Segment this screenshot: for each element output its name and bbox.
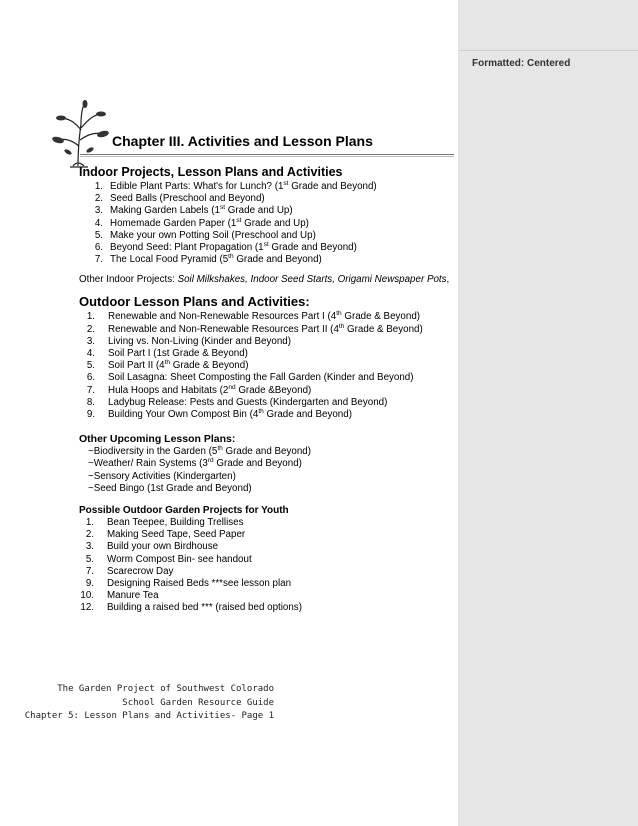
list-item	[79, 242, 457, 254]
list-text: Living vs. Non-Living (Kinder and Beyond)	[108, 335, 291, 347]
list-item	[79, 181, 457, 193]
list-item	[79, 372, 457, 384]
list-text: Making Garden Labels (1st Grade and Up)	[110, 204, 293, 217]
list-number: 7.	[85, 565, 94, 577]
list-number: 4.	[86, 348, 95, 360]
footer-line: Chapter 5: Lesson Plans and Activities- Page 1	[24, 711, 274, 721]
list-number: 1.	[94, 181, 103, 192]
list-item: ~Sensory Activities (Kindergarten)	[88, 470, 236, 482]
list-item	[79, 590, 457, 602]
list-item: ~Weather/ Rain Systems (3rd Grade and Beyond)	[88, 457, 302, 470]
list-text: Make your own Potting Soil (Preschool and Up)	[110, 229, 316, 241]
list-item	[79, 193, 457, 205]
list-text: The Local Food Pyramid (5th Grade and Beyond)	[110, 253, 322, 266]
list-number: 1.	[85, 517, 94, 529]
list-number: 1.	[86, 311, 95, 323]
list-item	[79, 360, 457, 372]
list-number: 9.	[85, 578, 94, 590]
list-text: Building Your Own Compost Bin (4th Grade and Beyond)	[108, 408, 352, 421]
comment-balloon-label: Formatted: Centered	[472, 58, 571, 69]
list-number: 3.	[86, 335, 95, 347]
page-footer	[25, 683, 274, 724]
list-number: 4.	[94, 217, 103, 229]
list-item	[79, 218, 457, 230]
footer-line: School Garden Resource Guide	[122, 697, 274, 708]
list-text: Building a raised bed *** (raised bed options)	[107, 602, 302, 614]
list-text: Making Seed Tape, Seed Paper	[107, 529, 246, 541]
list-item	[79, 205, 457, 217]
list-item	[79, 397, 457, 409]
chapter-title: Chapter III. Activities and Lesson Plans	[112, 133, 373, 149]
comment-connector	[458, 50, 638, 51]
list-item	[79, 566, 457, 578]
list-item	[79, 336, 457, 348]
list-item	[79, 311, 457, 323]
list-number: 6.	[94, 242, 103, 254]
list-text: Worm Compost Bin- see handout	[107, 553, 252, 565]
list-number: 2.	[94, 193, 103, 205]
list-number: 10.	[80, 590, 94, 602]
comment-margin-pane	[458, 0, 638, 826]
list-number: 5.	[86, 360, 95, 372]
outdoor-list	[79, 311, 457, 421]
list-item	[79, 602, 457, 614]
list-text: Soil Part I (1st Grade & Beyond)	[108, 348, 248, 360]
list-number: 2.	[85, 529, 94, 541]
list-text: Bean Teepee, Building Trellises	[107, 517, 244, 529]
upcoming-list	[79, 446, 457, 495]
list-text: Manure Tea	[107, 590, 159, 602]
list-item: ~Biodiversity in the Garden (5th Grade and Beyond)	[88, 445, 311, 458]
list-item	[79, 517, 457, 529]
list-item	[79, 529, 457, 541]
list-number: 7.	[94, 254, 103, 266]
list-text: Seed Balls (Preschool and Beyond)	[110, 193, 265, 205]
list-text: Build your own Birdhouse	[107, 541, 219, 553]
list-text: Soil Part II (4th Grade & Beyond)	[108, 359, 249, 372]
list-text: Soil Lasagna: Sheet Composting the Fall Garden (Kinder and Beyond)	[108, 372, 414, 384]
upcoming-heading: Other Upcoming Lesson Plans:	[79, 433, 236, 446]
list-item	[79, 554, 457, 566]
list-number: 7.	[86, 384, 95, 396]
footer-line: The Garden Project of Southwest Colorado	[57, 684, 274, 694]
list-item	[79, 541, 457, 553]
list-item	[79, 254, 457, 266]
outdoor-heading: Outdoor Lesson Plans and Activities:	[79, 294, 310, 310]
list-item	[79, 385, 457, 397]
other-indoor-projects: Other Indoor Projects: Soil Milkshakes, Indoor Seed Starts, Origami Newspaper Pots,	[79, 274, 450, 286]
title-divider	[80, 154, 454, 155]
list-text: Designing Raised Beds ***see lesson plan	[107, 578, 292, 590]
list-text: Homemade Garden Paper (1st Grade and Up)	[110, 216, 309, 229]
content	[79, 165, 457, 615]
list-number: 6.	[86, 372, 95, 384]
list-text: Hula Hoops and Habitats (2nd Grade &Beyond)	[108, 383, 312, 396]
list-text: Edible Plant Parts: What's for Lunch? (1st Grade and Beyond)	[110, 180, 377, 192]
list-text: Scarecrow Day	[107, 565, 174, 577]
list-text: Renewable and Non-Renewable Resources Part I (4th Grade & Beyond)	[108, 310, 421, 323]
list-item	[79, 578, 457, 590]
possible-projects-list	[79, 517, 457, 615]
list-number: 8.	[86, 396, 95, 408]
list-item	[79, 348, 457, 360]
list-number: 5.	[85, 553, 94, 565]
possible-projects-heading: Possible Outdoor Garden Projects for Youth	[79, 505, 289, 517]
list-item: ~Seed Bingo (1st Grade and Beyond)	[88, 482, 252, 494]
list-number: 5.	[94, 229, 103, 241]
list-number: 3.	[85, 541, 94, 553]
list-item	[79, 324, 457, 336]
list-number: 9.	[86, 409, 95, 421]
seedling-illustration	[48, 100, 110, 168]
list-item	[79, 409, 457, 421]
list-number: 12.	[80, 602, 94, 614]
list-number: 2.	[86, 323, 95, 335]
list-text: Ladybug Release: Pests and Guests (Kindergarten and Beyond)	[108, 396, 388, 408]
indoor-heading: Indoor Projects, Lesson Plans and Activities	[79, 165, 343, 179]
list-text: Beyond Seed: Plant Propagation (1st Grade and Beyond)	[110, 241, 357, 254]
list-number: 3.	[94, 205, 103, 217]
title-divider-shadow	[80, 156, 454, 157]
list-text: Renewable and Non-Renewable Resources Part II (4th Grade & Beyond)	[108, 322, 423, 335]
indoor-list	[79, 181, 457, 266]
